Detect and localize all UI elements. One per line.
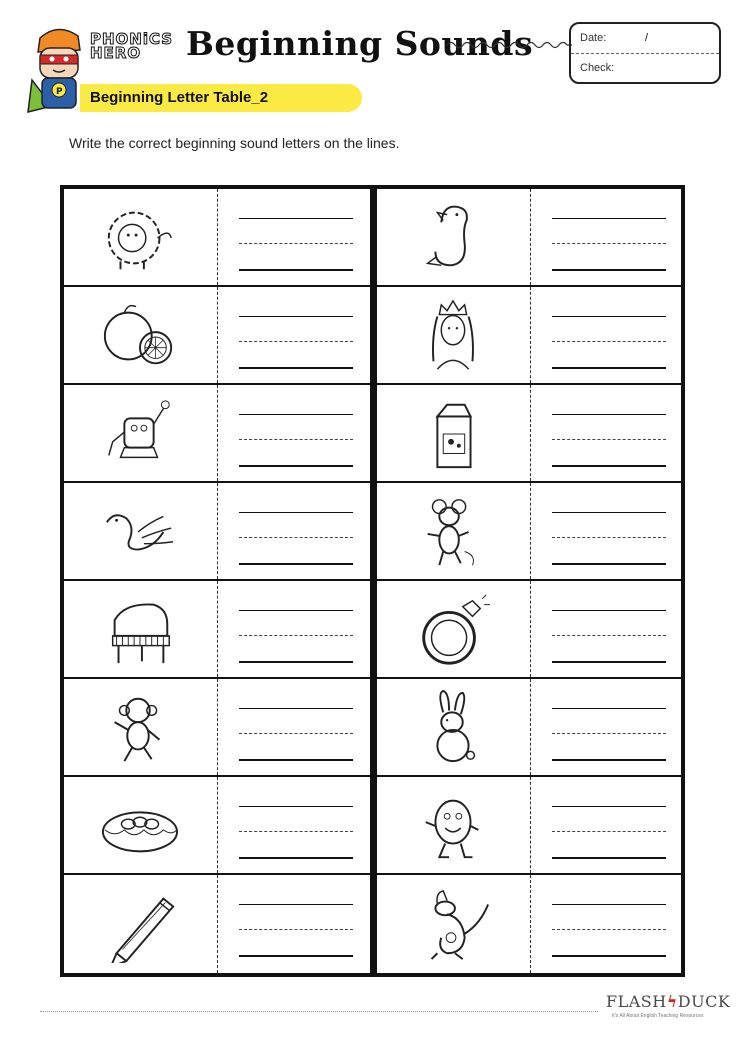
- writing-base-line: [239, 661, 353, 663]
- cell-dashed-separator: [217, 483, 218, 579]
- subtitle: Beginning Letter Table_2: [90, 89, 269, 106]
- brand-line-1: PHONiCS: [90, 30, 174, 48]
- wavy-line-decoration: [447, 38, 572, 52]
- lion-icon: [94, 199, 184, 277]
- left-row-8: [64, 875, 370, 973]
- date-slash: /: [645, 32, 649, 44]
- writing-base-line: [239, 857, 353, 859]
- left-row-2: [64, 287, 370, 385]
- writing-mid-dashed-line: [552, 243, 666, 244]
- logo-flash: FLASH: [606, 992, 667, 1011]
- writing-base-line: [552, 955, 666, 957]
- duck-icon: [407, 199, 497, 277]
- writing-top-line: [552, 414, 666, 415]
- cell-dashed-separator: [530, 875, 531, 973]
- writing-top-line: [239, 512, 353, 513]
- cell-dashed-separator: [217, 679, 218, 775]
- queen-icon: [407, 297, 497, 375]
- writing-top-line: [239, 708, 353, 709]
- lightning-bolt-icon: ϟ: [666, 992, 678, 1011]
- writing-base-line: [552, 563, 666, 565]
- cell-dashed-separator: [530, 287, 531, 383]
- center-divider: [370, 189, 377, 973]
- writing-top-line: [239, 806, 353, 807]
- cell-dashed-separator: [530, 385, 531, 481]
- cell-dashed-separator: [530, 189, 531, 285]
- left-row-1: [64, 189, 370, 287]
- right-row-4: [377, 483, 683, 581]
- writing-base-line: [239, 955, 353, 957]
- cell-dashed-separator: [530, 483, 531, 579]
- left-row-5: [64, 581, 370, 679]
- writing-base-line: [239, 269, 353, 271]
- cell-dashed-separator: [217, 777, 218, 873]
- writing-top-line: [552, 316, 666, 317]
- writing-base-line: [239, 759, 353, 761]
- writing-mid-dashed-line: [239, 537, 353, 538]
- writing-top-line: [239, 610, 353, 611]
- right-row-5: [377, 581, 683, 679]
- rabbit-icon: [407, 689, 497, 767]
- writing-top-line: [552, 512, 666, 513]
- left-row-3: [64, 385, 370, 483]
- cell-dashed-separator: [530, 777, 531, 873]
- svg-text:P: P: [56, 87, 63, 97]
- writing-base-line: [552, 269, 666, 271]
- writing-mid-dashed-line: [239, 439, 353, 440]
- writing-mid-dashed-line: [552, 733, 666, 734]
- right-row-1: [377, 189, 683, 287]
- instruction-text: Write the correct beginning sound letters on the lines.: [69, 135, 400, 151]
- piano-icon: [94, 591, 184, 669]
- cell-dashed-separator: [530, 679, 531, 775]
- writing-top-line: [552, 218, 666, 219]
- ring-icon: [407, 591, 497, 669]
- writing-mid-dashed-line: [552, 537, 666, 538]
- writing-mid-dashed-line: [552, 341, 666, 342]
- nest-icon: [94, 787, 184, 865]
- writing-top-line: [552, 610, 666, 611]
- mouse-icon: [407, 493, 497, 571]
- writing-base-line: [239, 563, 353, 565]
- milk-carton-icon: [407, 395, 497, 473]
- writing-top-line: [552, 806, 666, 807]
- squid-icon: [94, 493, 184, 571]
- date-check-separator: [571, 53, 719, 54]
- pencil-icon: [94, 885, 184, 963]
- writing-base-line: [552, 367, 666, 369]
- writing-top-line: [239, 218, 353, 219]
- flashduck-logo: [606, 992, 730, 1011]
- writing-base-line: [552, 465, 666, 467]
- cell-dashed-separator: [217, 581, 218, 677]
- writing-mid-dashed-line: [239, 243, 353, 244]
- right-row-3: [377, 385, 683, 483]
- writing-mid-dashed-line: [552, 439, 666, 440]
- writing-mid-dashed-line: [239, 831, 353, 832]
- writing-base-line: [552, 759, 666, 761]
- right-row-6: [377, 679, 683, 777]
- writing-base-line: [552, 857, 666, 859]
- right-row-8: [377, 875, 683, 973]
- writing-mid-dashed-line: [239, 635, 353, 636]
- writing-mid-dashed-line: [239, 341, 353, 342]
- writing-base-line: [552, 661, 666, 663]
- left-row-4: [64, 483, 370, 581]
- page-title: Beginning Sounds: [186, 24, 534, 63]
- cell-dashed-separator: [217, 875, 218, 973]
- cell-dashed-separator: [217, 189, 218, 285]
- writing-mid-dashed-line: [552, 831, 666, 832]
- writing-mid-dashed-line: [239, 733, 353, 734]
- kangaroo-icon: [407, 885, 497, 963]
- right-row-2: [377, 287, 683, 385]
- right-column: [377, 189, 683, 973]
- worksheet-table: [60, 185, 685, 977]
- writing-top-line: [239, 316, 353, 317]
- cell-dashed-separator: [217, 385, 218, 481]
- writing-mid-dashed-line: [552, 635, 666, 636]
- cell-dashed-separator: [217, 287, 218, 383]
- cell-dashed-separator: [530, 581, 531, 677]
- check-label: Check:: [580, 62, 615, 74]
- phonics-hero-logo: [90, 32, 180, 60]
- writing-mid-dashed-line: [239, 929, 353, 930]
- monkey-icon: [94, 689, 184, 767]
- writing-mid-dashed-line: [552, 929, 666, 930]
- left-row-7: [64, 777, 370, 875]
- footer-divider: [40, 1011, 598, 1012]
- writing-top-line: [552, 708, 666, 709]
- writing-top-line: [552, 904, 666, 905]
- footer-tagline: It's All About English Teaching Resources: [612, 1013, 704, 1019]
- robot-icon: [94, 395, 184, 473]
- right-row-7: [377, 777, 683, 875]
- writing-top-line: [239, 904, 353, 905]
- left-column: [64, 189, 370, 973]
- egg-character-icon: [407, 787, 497, 865]
- writing-base-line: [239, 367, 353, 369]
- writing-top-line: [239, 414, 353, 415]
- date-label: Date:: [580, 32, 607, 44]
- orange-icon: [94, 297, 184, 375]
- writing-base-line: [239, 465, 353, 467]
- left-row-6: [64, 679, 370, 777]
- brand-line-2: HERO: [90, 44, 142, 62]
- date-check-box: [569, 22, 721, 84]
- logo-duck: DUCK: [677, 992, 731, 1011]
